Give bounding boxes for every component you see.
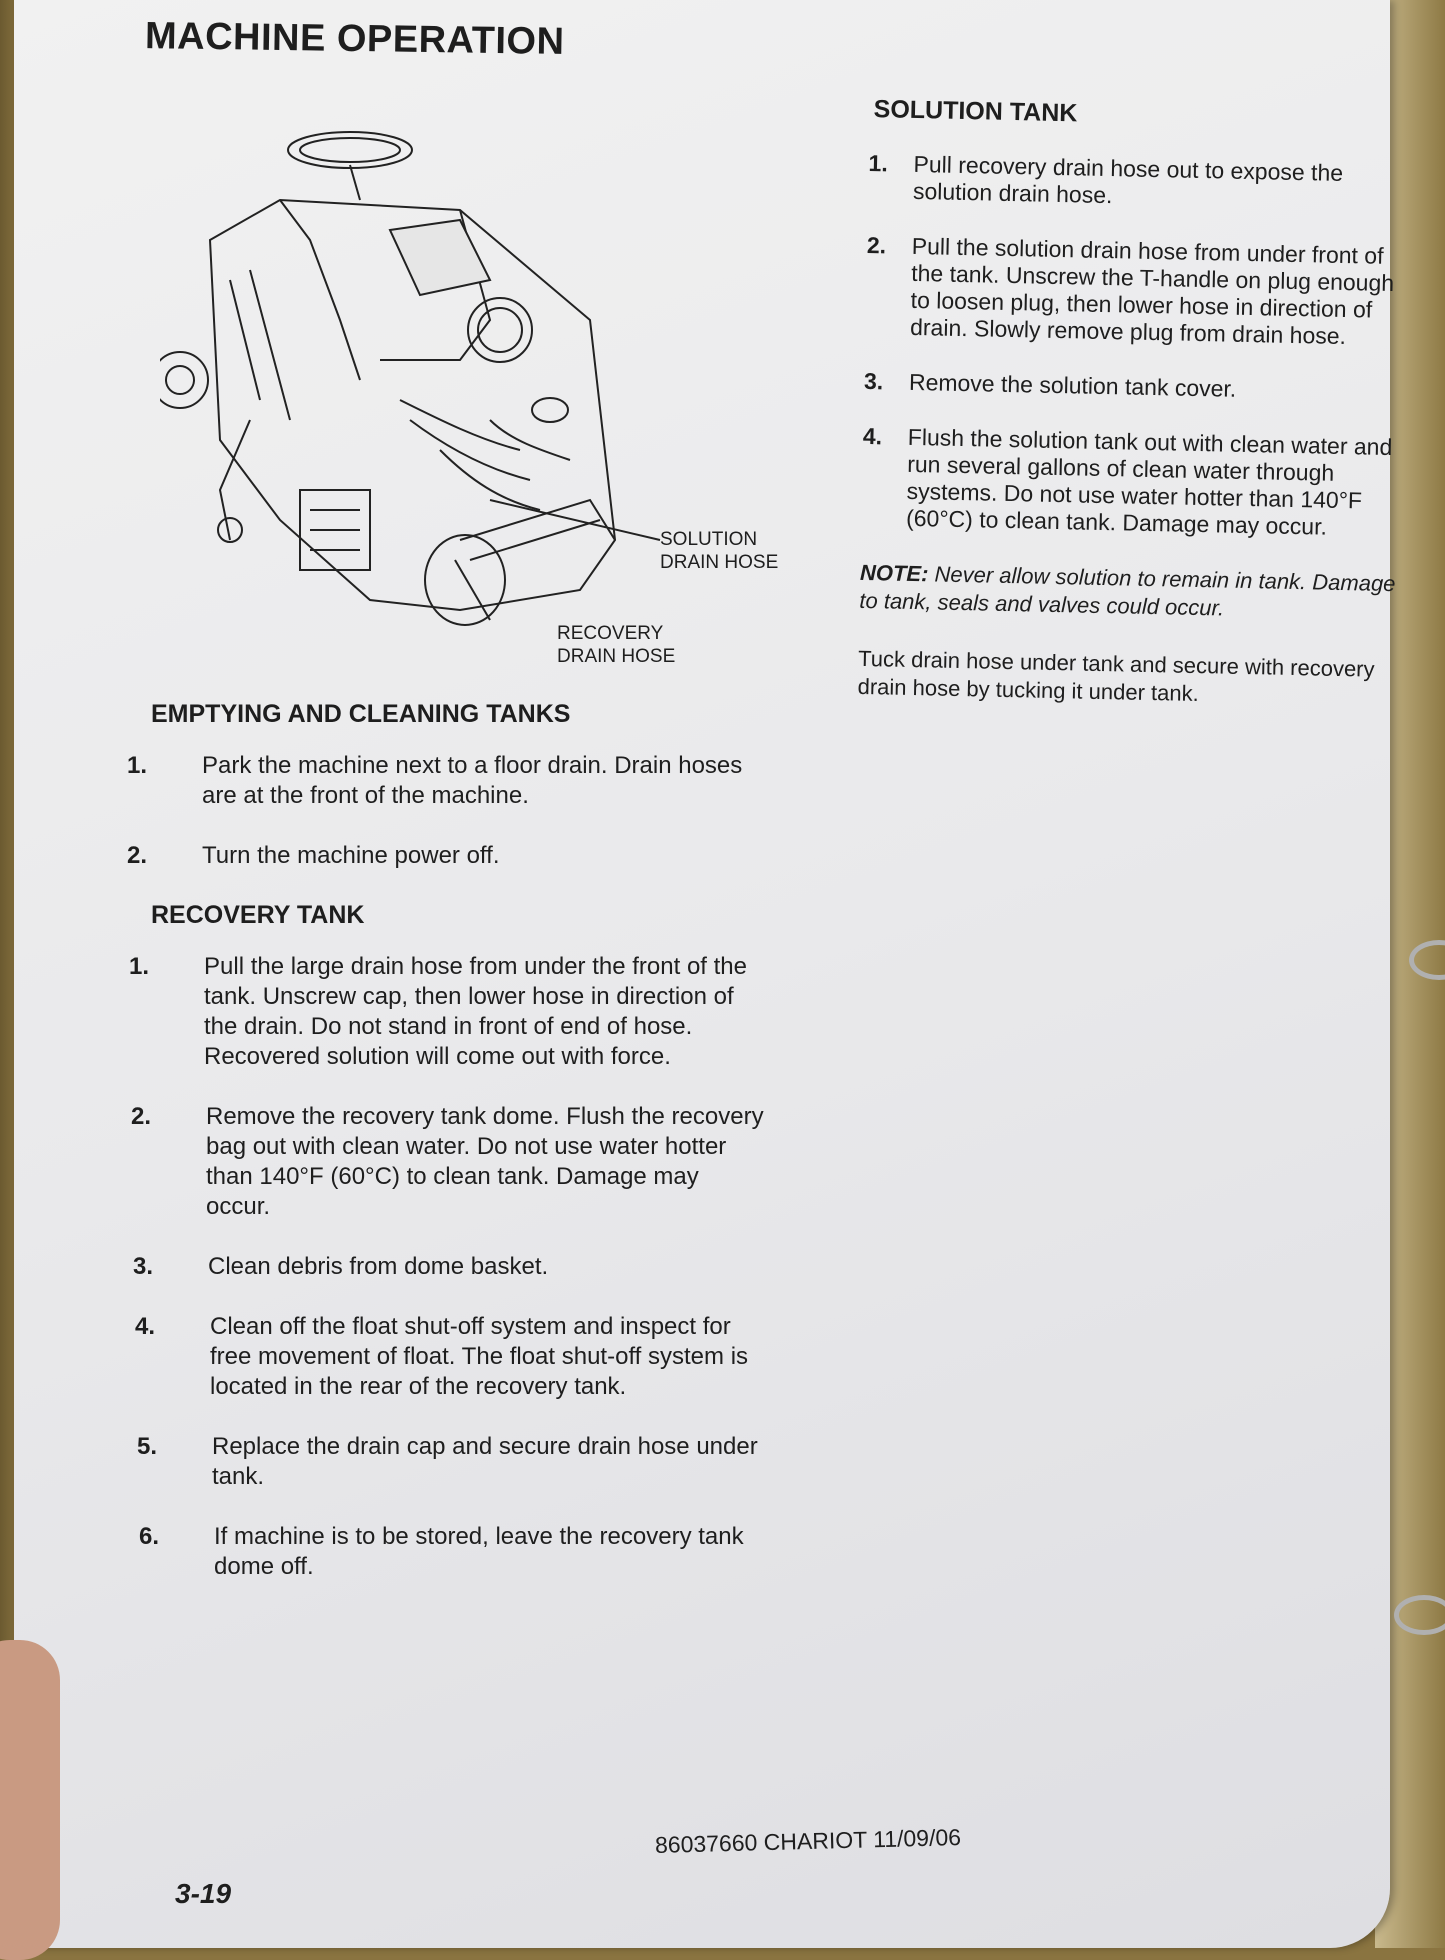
section-title: SOLUTION TANK xyxy=(873,95,1078,128)
list-item: 1. Pull the large drain hose from under the front of the tank. Unscrew cap, then lower hose in direction of the drain. Do not stand in front of end of hose. Recovered solution will come out with force. xyxy=(129,953,747,1070)
section-title: EMPTYING AND CLEANING TANKS xyxy=(151,700,571,728)
list-item: 2. Turn the machine power off. xyxy=(127,842,500,869)
recovery-hose-leader xyxy=(455,560,490,620)
page-number: 3-19 xyxy=(175,1878,232,1909)
recovery-drain-hose-callout: RECOVERY DRAIN HOSE xyxy=(557,623,676,667)
list-item: 6. If machine is to be stored, leave the recovery tank dome off. xyxy=(139,1523,744,1580)
solution-section xyxy=(857,95,1410,712)
list-item: 3. Remove the solution tank cover. xyxy=(863,367,1237,402)
document-code: 86037660 CHARIOT 11/09/06 xyxy=(654,1823,962,1859)
list-item: 1. Pull recovery drain hose out to expose the solution drain hose. xyxy=(868,149,1344,209)
solution-drain-hose-callout: SOLUTION DRAIN HOSE xyxy=(660,529,779,573)
tuck-instruction: Tuck drain hose under tank and secure with recovery drain hose by tucking it under tank. xyxy=(857,645,1375,707)
solution-hose-leader xyxy=(490,500,660,540)
thumb xyxy=(0,1640,60,1960)
binder-ring xyxy=(1394,1595,1445,1635)
page-title: MACHINE OPERATION xyxy=(144,15,565,63)
list-item: 3. Clean debris from dome basket. xyxy=(133,1253,549,1280)
machine-illustration xyxy=(160,120,680,640)
section-title: RECOVERY TANK xyxy=(151,901,365,929)
list-item: 1. Park the machine next to a floor drain. Drain hoses are at the front of the machine. xyxy=(127,752,743,809)
list-item: 5. Replace the drain cap and secure drain hose under tank. xyxy=(137,1433,758,1490)
note: NOTE: Never allow solution to remain in tank. Damage to tank, seals and valves could occur. xyxy=(859,559,1396,621)
list-item: 4. Clean off the float shut-off system and inspect for free movement of float. The float shut-off system is located in the rear of the recovery tank. xyxy=(135,1313,749,1400)
list-item: 4. Flush the solution tank out with clean water and run several gallons of clean water through systems. Do not use water hotter than 140°F (60°C) to clean tank. Damage may occur. xyxy=(862,422,1393,540)
list-item: 2. Pull the solution drain hose from under front of the tank. Unscrew the T-handle on plug enough to loosen plug, then lower hose in direction of drain. Slowly remove plug from drain hose. xyxy=(866,231,1395,350)
list-item: 2. Remove the recovery tank dome. Flush the recovery bag out with clean water. Do not use water hotter than 140°F (60°C) to clean tank. Damage may occur. xyxy=(131,1103,764,1220)
emptying-section xyxy=(125,700,765,1612)
control-screen xyxy=(390,220,490,295)
